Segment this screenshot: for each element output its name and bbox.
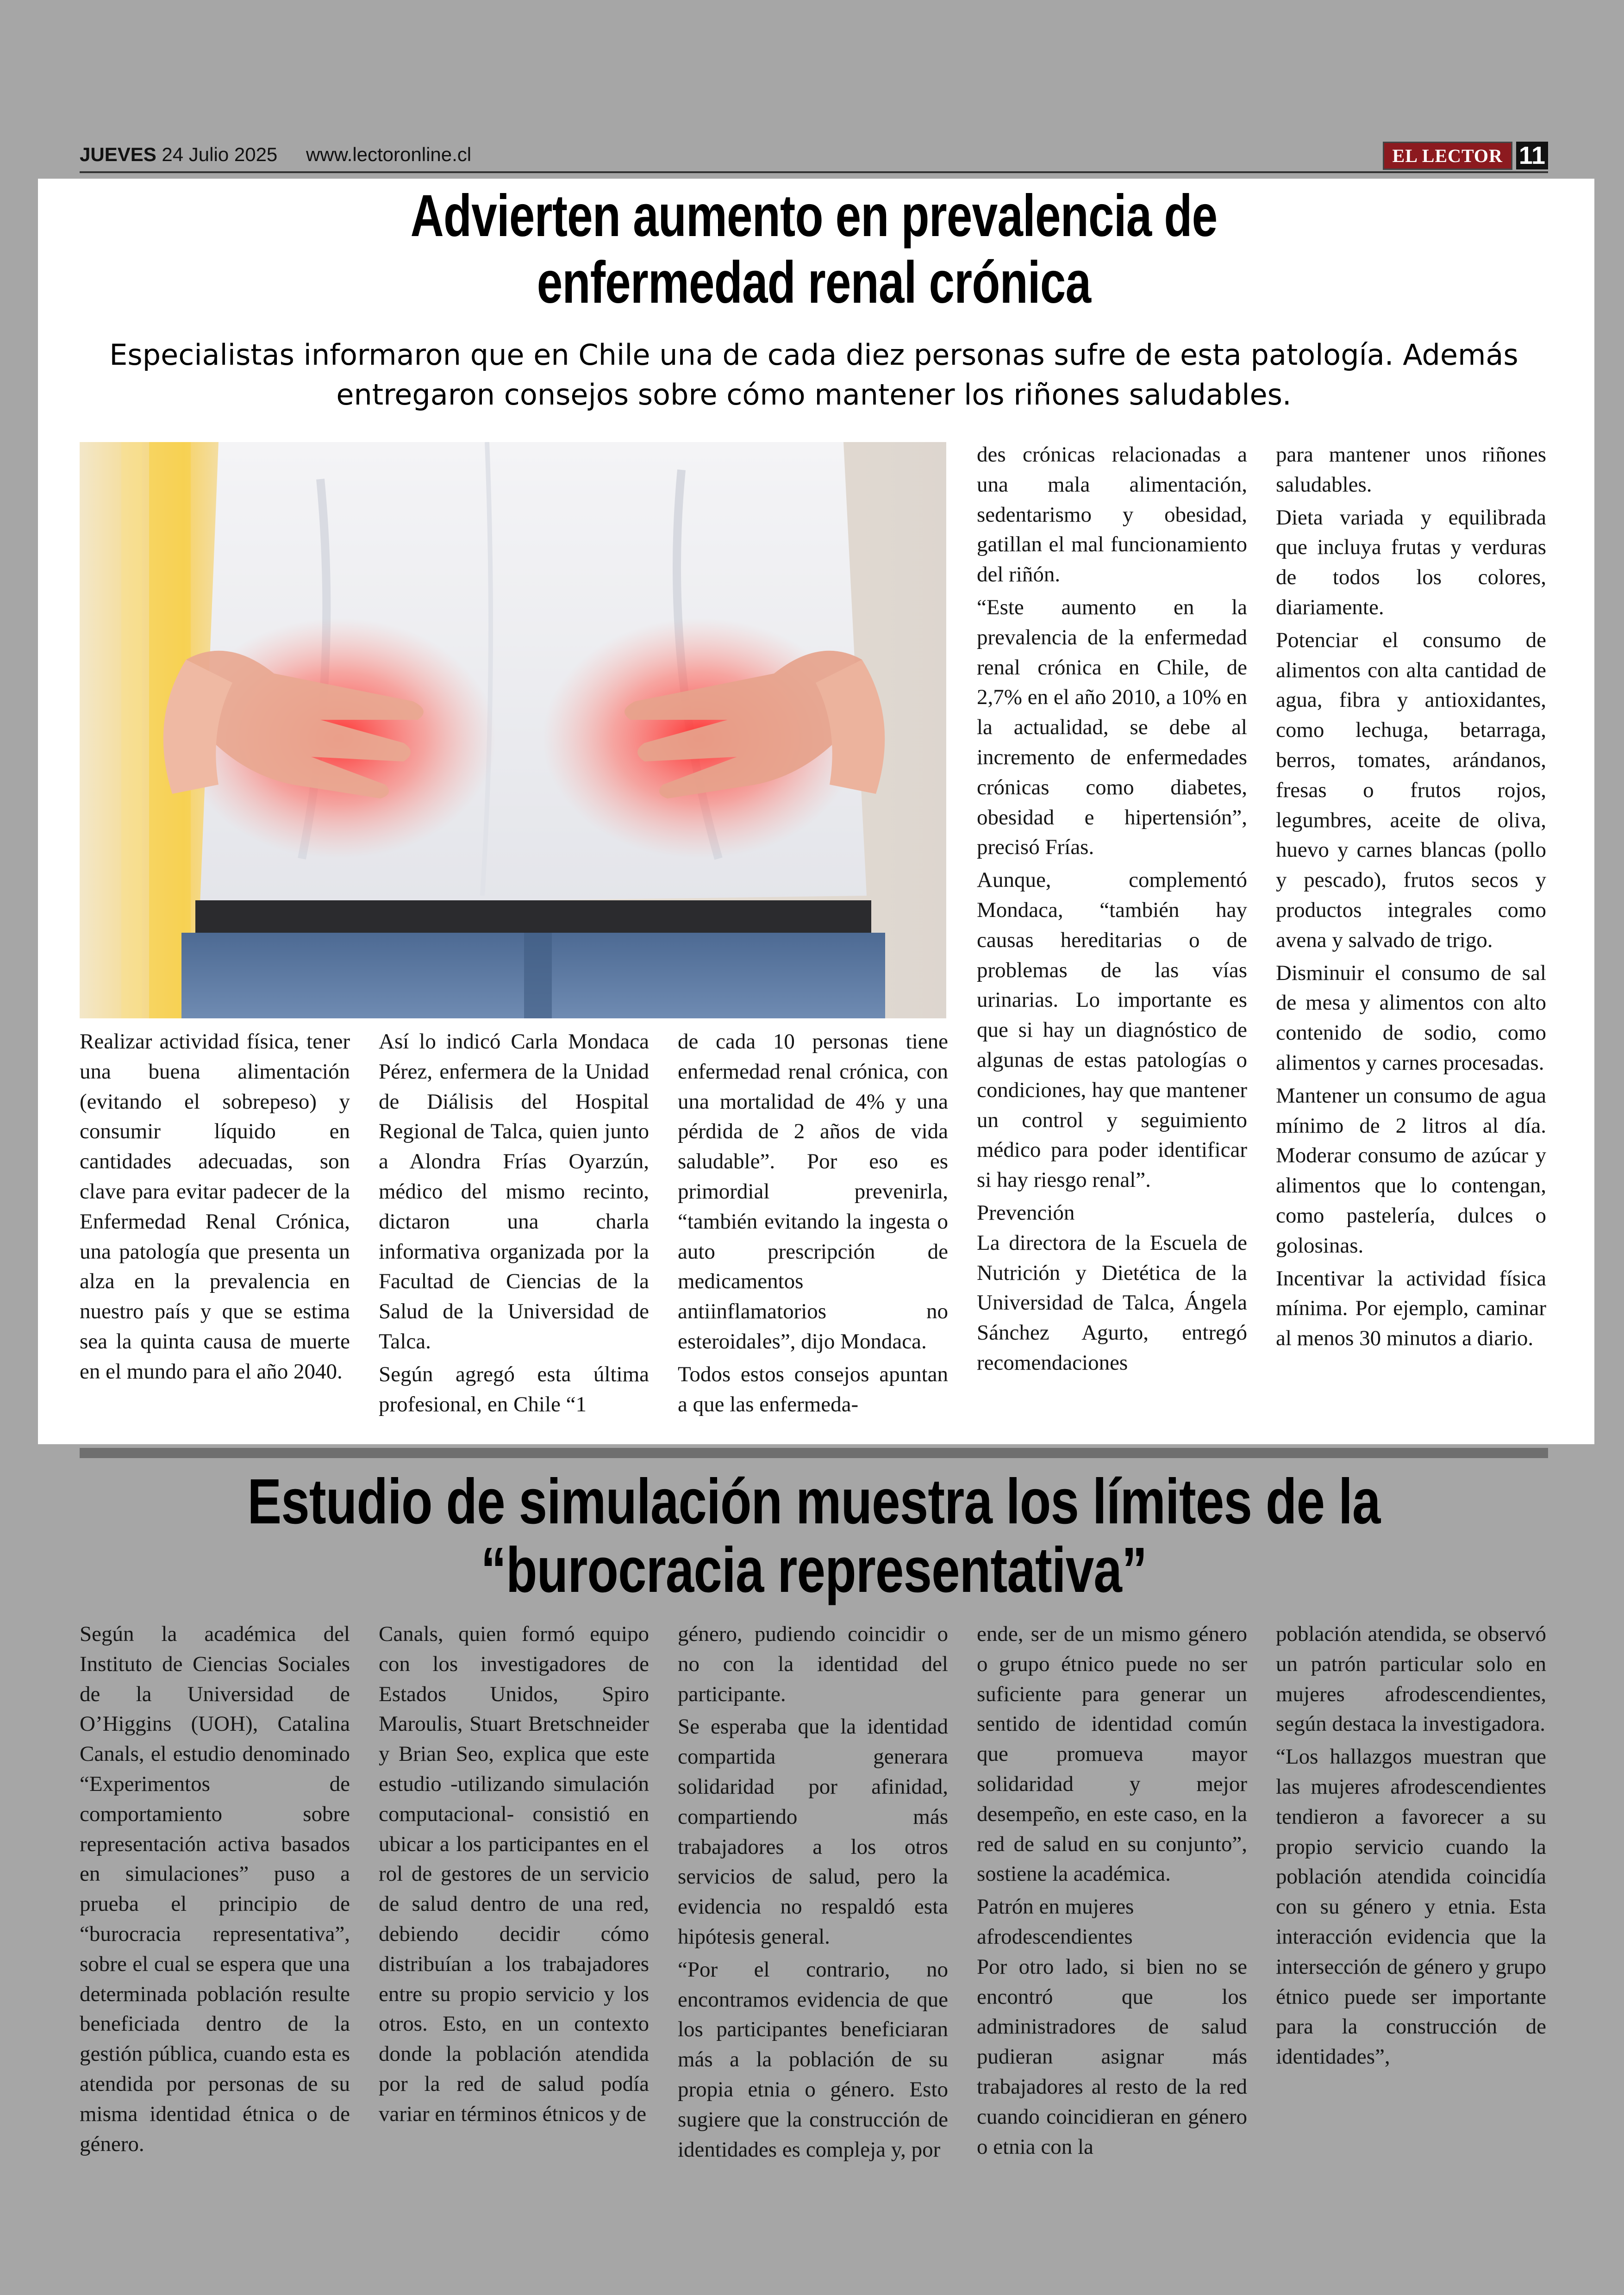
- article2-col5: [1276, 1619, 1546, 2075]
- article2-col3-p2: Se esperaba que la identidad compartida generara solidaridad por afinidad, compartiendo más trabajadores a los otros servicios de salud, pero la evidencia no respaldó esta hipótesis general.: [678, 1715, 948, 1949]
- article2-col3-p3: “Por el contrario, no encontramos evidencia de que los participantes beneficiaran más a la población de su propia etnia o género. Esto sugiere que la construcción de identidades es compleja y, por: [678, 1957, 948, 2162]
- article1-col5: [1276, 440, 1546, 1356]
- article2-col4: [977, 1619, 1247, 2164]
- article1-col1: [80, 1027, 350, 1390]
- article2-col4-p1: ende, ser de un mismo género o grupo étnico puede no ser suficiente para generar un sentido de identidad común que promueva mayor solidaridad y mejor desempeño, en este caso, en la red de salud en su conjunto”, sostiene la académica.: [977, 1622, 1247, 1886]
- article2-subhead-patron: Patrón en mujeres afrodescendientes: [977, 1895, 1134, 1949]
- article1-col5-p6: Incentivar la actividad física mínima. Por ejemplo, caminar al menos 30 minutos a diario.: [1276, 1266, 1546, 1351]
- article2-col2: [379, 1619, 649, 2132]
- article1-col5-p5: Mantener un consumo de agua mínimo de 2 litros al día. Moderar consumo de azúcar y alimentos que lo contengan, como pastelería, dulces o golosinas.: [1276, 1083, 1546, 1258]
- article2-col5-p2: “Los hallazgos muestran que las mujeres afrodescendientes tendieron a favorecer a su propio servicio cuando la población atendida coincidía con su género y etnia. Esta interacción evidencia que la intersección de género y grupo étnico puede ser importante para la construcción de identidades”,: [1276, 1745, 1546, 2069]
- article2-headline-line2: “burocracia representativa”: [481, 1534, 1147, 1606]
- article2-col5-p1: población atendida, se observó un patrón particular solo en mujeres afrodescendientes, según destaca la investigadora.: [1276, 1622, 1546, 1736]
- section-divider: [80, 1448, 1548, 1458]
- article1-col5-p1: para mantener unos riñones saludables.: [1276, 443, 1546, 497]
- article1-col2-p1: Así lo indicó Carla Mondaca Pérez, enfermera de la Unidad de Diálisis del Hospital Regional de Talca, quien junto a Alondra Frías Oyarzún, médico del mismo recinto, dictaron una charla informativa organizada por la Facultad de Ciencias de la Salud de la Universidad de Talca.: [379, 1029, 649, 1353]
- article2-col1-p1: Según la académica del Instituto de Ciencias Sociales de la Universidad de O’Higgins (UOH), Catalina Canals, el estudio denominado “Experimentos de comportamiento sobre representación activa basados en simulaciones” puso a prueba el principio de “burocracia representativa”, sobre el cual se espera que una determinada población resulte beneficiada dentro de la gestión pública, cuando esta es atendida por personas de su misma identidad étnica o de género.: [80, 1622, 350, 2156]
- issue-day: JUEVES: [80, 143, 156, 165]
- issue-date: [80, 143, 471, 166]
- article1-headline: [241, 183, 1387, 316]
- article1-col5-p4: Disminuir el consumo de sal de mesa y alimentos con alto contenido de sodio, como alimentos y carnes procesadas.: [1276, 960, 1546, 1075]
- page-number: 11: [1516, 142, 1548, 169]
- article1-col2: [379, 1027, 649, 1422]
- back-pain-illustration: [80, 442, 946, 1018]
- article1-col4-p2: “Este aumento en la prevalencia de la enfermedad renal crónica en Chile, de 2,7% en el año 2010, a 10% en la actualidad, se debe al incremento de enfermedades crónicas como diabetes, obesidad e hipertensión”, precisó Frías.: [977, 595, 1247, 860]
- article1-subhead-prevencion: Prevención: [977, 1200, 1075, 1225]
- article1-col5-p3: Potenciar el consumo de alimentos con alta cantidad de agua, fibra y antioxidantes, como lechuga, betarraga, berros, tomates, arándanos, fresas o frutos rojos, legumbres, aceite de oliva, huevo y carnes blancas (pollo y pescado), frutos secos y productos integrales como avena y salvado de trigo.: [1276, 628, 1546, 952]
- article1-col3: [678, 1027, 948, 1422]
- site-url[interactable]: www.lectoronline.cl: [306, 143, 472, 165]
- article2-col4-p2: Por otro lado, si bien no se encontró que los administradores de salud pudieran asignar más trabajadores al resto de la red cuando coincidieran en género o etnia con la: [977, 1954, 1247, 2159]
- article1-col2-p2: Según agregó esta última profesional, en Chile “1: [379, 1362, 649, 1416]
- article1-col4-p4: La directora de la Escuela de Nutrición y Dietética de la Universidad de Talca, Ángela Sánchez Agurto, entregó recomendaciones: [977, 1230, 1247, 1375]
- masthead-rule: [80, 171, 1548, 173]
- article1-col3-p1: de cada 10 personas tiene enfermedad renal crónica, con una mortalidad de 4% y una pérdida de 2 años de vida saludable”. Por eso es primordial prevenirla, “también evitando la ingesta o auto prescripción de medicamentos antiinflamatorios no esteroidales”, dijo Mondaca.: [678, 1029, 948, 1353]
- article1-col4-p3: Aunque, complementó Mondaca, “también hay causas hereditarias o de problemas de las vías urinarias. Lo importante es que si hay un diagnóstico de algunas de estas patologías o condiciones, hay que mantener un control y seguimiento médico para poder identificar si hay riesgo renal”.: [977, 868, 1247, 1192]
- article1-col5-p2: Dieta variada y equilibrada que incluya frutas y verduras de todos los colores, diariamente.: [1276, 505, 1546, 619]
- article2-headline-line1: Estudio de simulación muestra los límites de la: [247, 1466, 1380, 1537]
- article1-col4-p1: des crónicas relacionadas a una mala alimentación, sedentarismo y obesidad, gatillan el mal funcionamiento del riñón.: [977, 443, 1247, 587]
- issue-date-text: 24 Julio 2025: [162, 143, 278, 165]
- article2-col3: [678, 1619, 948, 2167]
- article1-dek: Especialistas informaron que en Chile una de cada diez personas sufre de esta patología. Además entregaron consejos sobre cómo mantener los riñones saludables.: [109, 338, 1518, 412]
- article1-col4: [977, 440, 1247, 1381]
- newspaper-logo: [1383, 142, 1548, 169]
- logo-text: EL LECTOR: [1383, 142, 1512, 170]
- masthead: [80, 142, 1548, 171]
- article2-col1: [80, 1619, 350, 2162]
- article2-col3-p1: género, pudiendo coincidir o no con la identidad del participante.: [678, 1622, 948, 1706]
- article1-headline-line1: Advierten aumento en prevalencia de: [410, 183, 1218, 249]
- article1-col3-p2: Todos estos consejos apuntan a que las enfermeda-: [678, 1362, 948, 1416]
- article2-col2-p1: Canals, quien formó equipo con los investigadores de Estados Unidos, Spiro Maroulis, Stuart Bretschneider y Brian Seo, explica que este estudio -utilizando simulación computacional- consistió en ubicar a los participantes en el rol de gestores de un servicio de salud dentro de una red, debiendo decidir cómo distribuían a los trabajadores entre su propio servicio y los otros. Esto, en un contexto donde la población atendida por la red de salud podía variar en términos étnicos y de: [379, 1622, 649, 2126]
- article1-col1-p1: Realizar actividad física, tener una buena alimentación (evitando el sobrepeso) y consumir líquido en cantidades adecuadas, son clave para evitar padecer de la Enfermedad Renal Crónica, una patología que presenta un alza en la prevalencia en nuestro país y que se estima sea la quinta causa de muerte en el mundo para el año 2040.: [80, 1029, 350, 1384]
- article1-headline-line2: enfermedad renal crónica: [537, 249, 1091, 316]
- back-pain-photo: [80, 442, 946, 1018]
- article2-headline: [226, 1467, 1401, 1604]
